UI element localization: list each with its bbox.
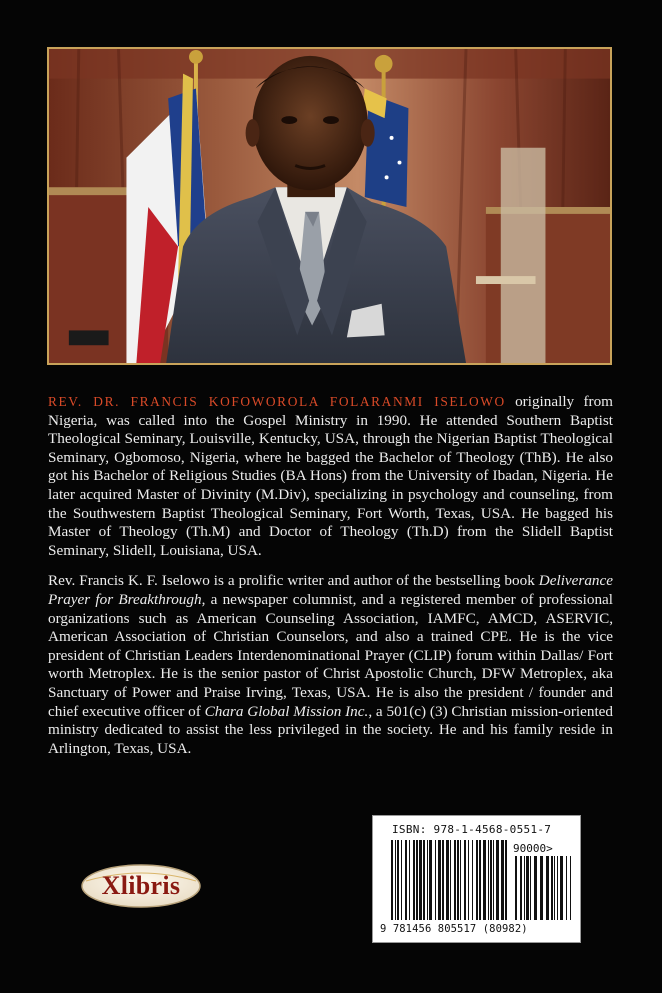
book-title: Deliverance Prayer for Breakthrough xyxy=(48,572,613,608)
author-biography xyxy=(48,393,613,770)
publisher-name: Xlibris xyxy=(101,871,181,900)
bio-paragraph-2-text-c: , a 501(c) (3) Christian mission-oriented ministry dedicated to assist the less privileged in the society. He and his family reside in Arlington, Texas, USA. xyxy=(48,702,613,757)
author-portrait-image xyxy=(49,49,610,363)
publisher-logo xyxy=(80,863,202,909)
bio-paragraph-2-text-a: Rev. Francis K. F. Iselowo is a prolific writer and author of the bestselling book xyxy=(48,572,539,590)
isbn-label: ISBN: 978-1-4568-0551-7 xyxy=(392,823,552,836)
bio-paragraph-2-text-b: , a newspaper columnist, and a registered member of professional organizations such as American Counseling Association, IAMFC, AMCD, ASERVIC, American Association of Christian Counselors, and also a trained CPE. He is the vice president of Christian Leaders Interdenominational Prayer (CLIP) forum within Dallas/ Fort worth Metroplex. He is the senior pastor of Christ Apostolic Church, DFW Metroplex, aka Sanctuary of Power and Praise Irving, Texas, USA. He is also the president / founder and chief executive officer of xyxy=(48,590,613,720)
bio-paragraph-1 xyxy=(48,393,613,560)
price-code: 90000> xyxy=(513,842,553,855)
bio-paragraph-1-text: originally from Nigeria, was called into the Gospel Ministry in 1990. He attended Southern Baptist Theological Seminary, Louisville, Kentucky, USA, through the Nigerian Baptist Theological Seminary, Ogbomoso, Nigeria, where he bagged the Bachelor of Theology (ThB). He also got his Bachelor of Religious Studies (BA Hons) from the University of Ibadan, Nigeria. He later acquired Master of Divinity (M.Div), specializing in psychology and counseling, from the Southwestern Baptist Theological Seminary, Fort Worth, Texas, USA. He bagged his Master of Theology (Th.M) and Doctor of Theology (Th.D) from the Slidell Baptist Seminary, Slidell, Louisiana, USA. xyxy=(48,393,614,559)
isbn-barcode xyxy=(372,815,581,943)
author-name: REV. DR. FRANCIS KOFOWOROLA FOLARANMI ISELOWO xyxy=(48,394,506,409)
author-photo xyxy=(47,47,612,365)
organization-name: Chara Global Mission Inc. xyxy=(204,702,369,720)
bio-paragraph-2 xyxy=(48,572,613,758)
barcode-digits: 9 781456 805517 (80982) xyxy=(380,923,528,935)
